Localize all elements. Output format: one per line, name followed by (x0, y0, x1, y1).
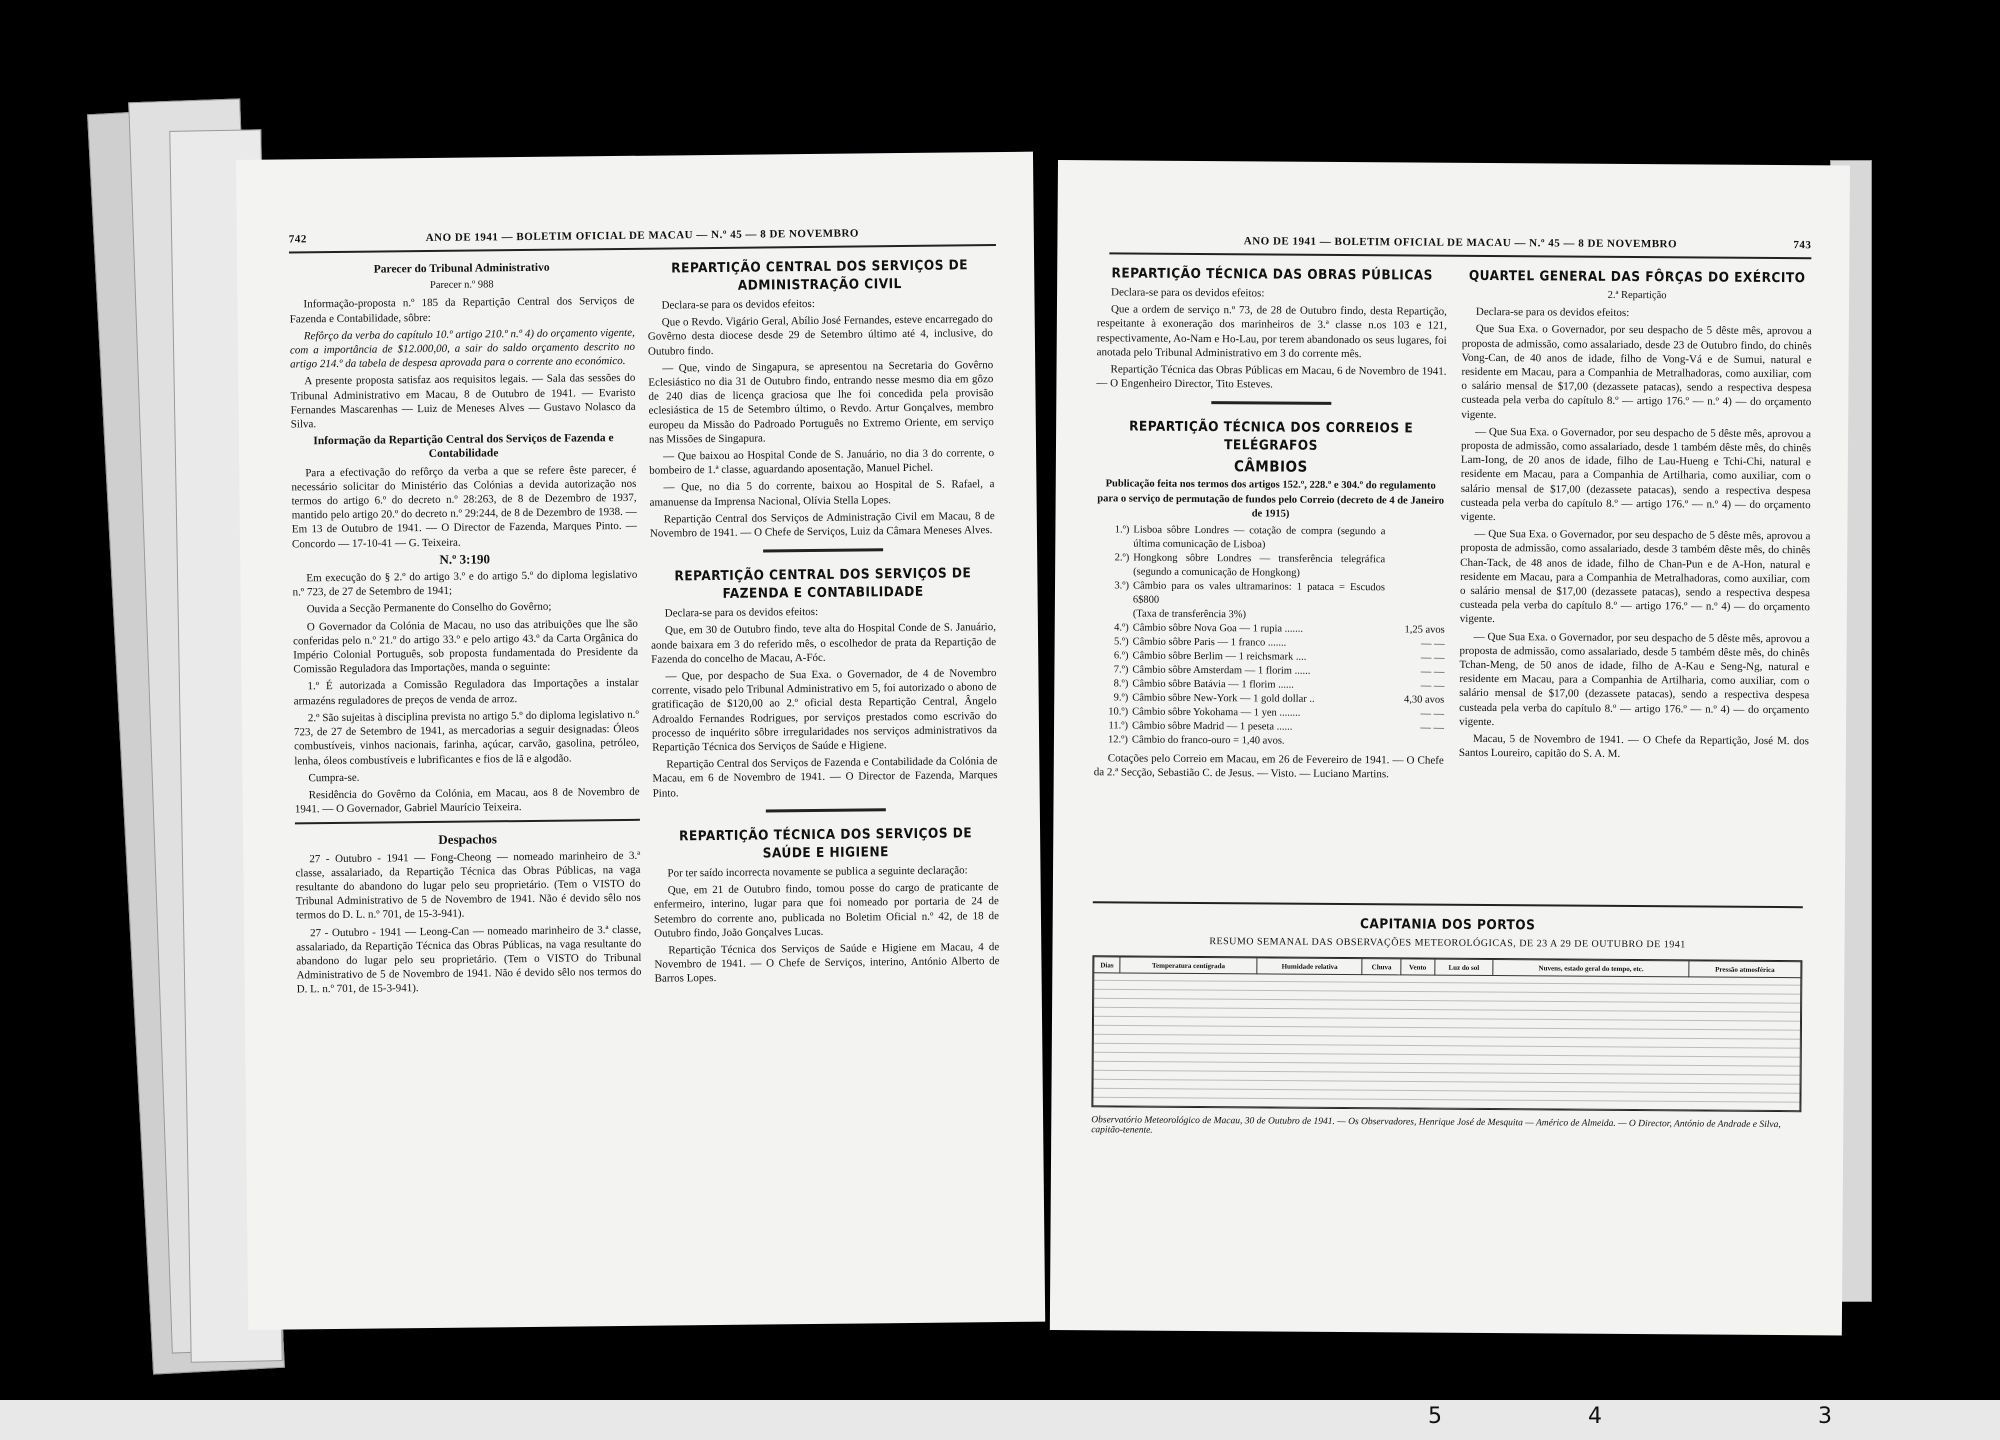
rate-value (1384, 735, 1444, 749)
rate-value (1385, 609, 1445, 623)
rate-text: Hongkong sôbre Londres — transferência telegráfica (segundo a comunicação de Hongkong) (1133, 552, 1386, 579)
paragraph: 2.º São sujeitas à disciplina prevista no artigo 5.º do diploma legislativo n.º 723, de 27 de Setembro de 1941, as mercadorias a seguir designadas: Óleos combustíveis, vinhos nacionais, farinha, açúcar, carvão, gasolina, petróleo, lenha, óleos combustíveis e lubrificantes e fios de lã e algodão. (293, 708, 640, 767)
paragraph: — Que Sua Exa. o Governador, por seu despacho de 5 dêste mês, aprovou a proposta de admissão, como assalariado, desde 5 também dêste mês, do chinês Tchan-Meng, de 50 anos de idade, filho de A-Kau e Seng-Ng, natural e residente em Macau, para a Companhia de Artilharia, como auxiliar, com o salário mensal de $17,00 (dezassete patacas), sendo a respectiva despesa custeada pela verba do capítulo 8.º — artigo 176.º — n.º 4) — do orçamento vigente. (1459, 630, 1810, 728)
paragraph: Para a efectivação do refôrço da verba a que se refere êste parecer, é necessário solicitar do Ministério das Colónias a devida autorização nos termos do artigo 6.º do decreto n.º 28:263, de 8 de Dezembro de 1937, mantido pelo artigo 20.º do decreto n.º 29:244, de 8 de Dezembro de 1938. — Em 13 de Outubro de 1941. — O Director de Fazenda, Marques Pinto. — Concordo — 17-10-41 — G. Teixeira. (291, 463, 637, 551)
rate-text: Câmbio sôbre Batávia — 1 florim ...... (1132, 678, 1294, 691)
section-title: REPARTIÇÃO TÉCNICA DAS OBRAS PÚBLICAS (1111, 265, 1433, 284)
paragraph: — Que, por despacho de Sua Exa. o Governador, de 4 de Novembro corrente, visado pelo Tribunal Administrativo em 5, foi autorizado o abono de gratificação de $120,00 ao 2.º oficial desta Repartição Central, Ângelo Adroaldo Fernandes Rodrigues, por serviços prestados como escrivão do processo de inquérito sôbre irregularidades nos serviços administrativos da Repartição Técnica dos Serviços de Saúde e Higiene. (651, 667, 998, 754)
rate-number: 6.º) (1113, 650, 1129, 662)
paragraph: Declara-se para os devidos efeitos: (1111, 286, 1265, 300)
rate-number: 5.º) (1113, 636, 1129, 648)
paragraph: 27 - Outubro - 1941 — Leong-Can — nomeado marinheiro de 3.ª classe, assalariado, da Repartição Técnica das Obras Públicas, na vaga resultante do abandono do lugar pelo seu proprietário. (Tem o VISTO do Tribunal Administrativo de 5 de Novembro de 1941. Não é devido sêlo nos termos do D. L. n.º 701, de 15-3-941). (296, 923, 642, 996)
page-header (1109, 232, 1811, 259)
rate-value: — — (1420, 652, 1445, 664)
rate-value: — — (1420, 666, 1445, 678)
paragraph: Que a ordem de serviço n.º 73, de 28 de Outubro findo, desta Repartição, respeitante à exoneração dos marinheiros de 3.ª classe n.os 103 e 121, respectivamente, Ao-Nam e Ho-Lau, por terem abandonado os seus lugares, foi anotada pelo Tribunal Administrativo em 3 do corrente mês. (1096, 303, 1447, 360)
paragraph: Informação-proposta n.º 185 da Repartição Central dos Serviços de Fazenda e Contabilidade, sôbre: (289, 295, 635, 326)
scale-mark: 4 (1588, 1404, 1602, 1429)
divider (763, 549, 883, 553)
rate-number: 8.º) (1113, 678, 1129, 690)
paragraph: Em execução do § 2.º do artigo 3.º e do artigo 5.º do diploma legislativo n.º 723, de 27 de Setembro de 1941; (292, 568, 638, 599)
rate-number: 4.º) (1114, 622, 1129, 634)
table-header-cell: Pressão atmosférica (1689, 961, 1801, 978)
scale-strip (0, 1400, 2000, 1440)
rate-row (1094, 733, 1444, 749)
paragraph: 27 - Outubro - 1941 — Fong-Cheong — nomeado marinheiro de 3.ª classe, assalariado, da Repartição Técnica das Obras Públicas, na vaga resultante do abandono do lugar pelo seu proprietário. (Tem o VISTO do Tribunal Administrativo de 5 de Novembro de 1941. Não é devido sêlo nos termos do D. L. n.º 701, de 15-3-941). (295, 849, 641, 922)
paragraph: Declara-se para os devidos efeitos: (664, 606, 819, 620)
divider (1093, 901, 1803, 908)
paragraph: Cumpra-se. (308, 771, 360, 784)
rate-value (1385, 553, 1445, 581)
paragraph: Publicação feita nos termos dos artigos 152.º, 228.º e 304.º do regulamento para o serviço de permutação de fundos pelo Correio (decreto de 4 de Janeiro de 1915) (1097, 478, 1445, 520)
divider (1211, 401, 1331, 405)
table-header-cell: Chuva (1362, 959, 1401, 976)
table-footer: Observatório Meteorológico de Macau, 30 de Outubro de 1941. — Os Observadores, Henrique José de Mesquita — Américo de Almeida. — O Director, António de Andrade e Silva, capitão-tenente. (1091, 1115, 1781, 1136)
rate-row (1095, 579, 1445, 609)
divider (295, 819, 640, 825)
rate-number: 3.º) (1114, 580, 1130, 592)
rate-text: Câmbio sôbre Madrid — 1 peseta ...... (1132, 720, 1293, 733)
left-page (236, 152, 1045, 1330)
rate-row (1095, 551, 1445, 581)
paragraph: — Que Sua Exa. o Governador, por seu despacho de 5 dêste mês, aprovou a proposta de admissão, como assalariado, desde 3 também dêste mês, do chinês Chan-Tack, de 48 anos de idade, filho de Chan-Pun e de A-Hon, natural e residente em Macau, para a Companhia de Metralhadoras, como auxiliar, com o salário mensal de $17,00 (dezassete patacas), sendo a respectiva despesa custeada pela verba do capítulo 8.º — artigo 176.º — n.º 4) — do orçamento vigente. (1459, 528, 1811, 626)
rate-number: 11.º) (1108, 720, 1129, 732)
scale-mark: 3 (1818, 1404, 1832, 1429)
rate-text: Lisboa sôbre Londres — cotação de compra (segundo a última comunicação de Lisboa) (1133, 524, 1386, 551)
weather-section (1092, 895, 1802, 957)
divider (765, 808, 885, 812)
rate-text: Câmbio do franco-ouro = 1,40 avos. (1131, 734, 1285, 747)
table-header-cell: Temperatura centígrada (1120, 957, 1257, 974)
rate-value: — — (1420, 638, 1445, 650)
paragraph: Ouvida a Secção Permanente do Conselho do Govêrno; (306, 601, 552, 616)
weather-table (1091, 955, 1802, 1112)
rate-value: — — (1420, 722, 1445, 734)
right-column-2 (1459, 267, 1812, 766)
exchange-rates-list (1094, 523, 1446, 749)
decree-number: N.º 3:190 (439, 551, 491, 567)
rate-value (1385, 581, 1445, 609)
section-title: REPARTIÇÃO CENTRAL DOS SERVIÇOS DE FAZENDA E CONTABILIDADE (674, 565, 972, 603)
rate-value: — — (1420, 708, 1445, 720)
paragraph: Que o Revdo. Vigário Geral, Abílio José Fernandes, esteve encarregado do Govêrno desta diocese desde 29 de Setembro último até 4, inclusive, do Outubro findo. (647, 313, 993, 358)
table-header-cell: Humidade relativa (1257, 958, 1363, 975)
page-header (289, 224, 996, 253)
paragraph: Que, em 30 de Outubro findo, teve alta do Hospital Conde de S. Januário, aonde baixara em 3 do referido mês, o escolhedor de prata da Repartição de Fazenda do concelho de Macau, A-Fóc. (651, 621, 997, 666)
section-title: QUARTEL GENERAL DAS FÔRÇAS DO EXÉRCITO (1468, 267, 1806, 287)
paragraph: — Que, vindo de Singapura, se apresentou na Secretaria do Govêrno Eclesiástico no dia 31 de Outubro findo, entrando nesse mesmo dia em gôzo de 240 dias de licença graciosa que lhe foi concedida pela provisão eclesiástica de 15 de Setembro último, o Revdo. Artur Gonçalves, membro europeu da Missão do Padroado Português no Extremo Oriente, em serviço nas Missões de Singapura. (648, 358, 994, 446)
rate-text: Câmbio sôbre Nova Goa — 1 rupia ....... (1132, 622, 1304, 635)
rate-text: Câmbio sôbre Amsterdam — 1 florim ...... (1132, 664, 1311, 677)
paragraph: O Governador da Colónia de Macau, no uso das atribuições que lhe são conferidas pelo n.º 21.º do artigo 33.º e pelo artigo 43.º da Carta Orgânica do Império Colonial Português, sob proposta fundamentada do Presidente da Comissão Reguladora das Importações, manda o seguinte: (292, 617, 639, 676)
rate-value: 4,30 avos (1403, 694, 1445, 706)
running-head: ANO DE 1941 — BOLETIM OFICIAL DE MACAU — N.º 45 — 8 DE NOVEMBRO (1243, 235, 1678, 251)
paragraph: — Que, no dia 5 do corrente, baixou ao Hospital de S. Rafael, a amanuense da Imprensa Nacional, Olívia Stella Lopes. (649, 478, 995, 509)
running-head: ANO DE 1941 — BOLETIM OFICIAL DE MACAU — N.º 45 — 8 DE NOVEMBRO (425, 227, 860, 245)
right-page (1050, 160, 1850, 1336)
rate-value (1385, 525, 1445, 553)
section-title: REPARTIÇÃO TÉCNICA DOS SERVIÇOS DE SAÚDE E HIGIENE (678, 825, 973, 862)
paragraph: Macau, 5 de Novembro de 1941. — O Chefe da Repartição, José M. dos Santos Loureiro, capitão do S. A. M. (1458, 733, 1810, 761)
table-body (1093, 973, 1801, 1111)
section-title: CAPITANIA DOS PORTOS (1359, 916, 1536, 934)
page-number: 743 (1793, 239, 1812, 252)
table-header-cell: Luz do sol (1435, 959, 1494, 976)
paragraph: Declara-se para os devidos efeitos: (1475, 306, 1630, 320)
rate-number: 12.º) (1108, 734, 1128, 746)
rate-row (1095, 523, 1445, 553)
rate-text: Câmbio sôbre Paris — 1 franco ....... (1132, 636, 1287, 649)
paragraph: Repartição Técnica das Obras Públicas em Macau, 6 de Novembro de 1941. — O Engenheiro Director, Tito Esteves. (1096, 363, 1447, 391)
rate-text: Câmbio para os vales ultramarinos: 1 pataca = Escudos 6$800 (1132, 580, 1386, 606)
table-header-cell: Dias (1094, 957, 1120, 974)
paragraph: Declara-se para os devidos efeitos: (661, 297, 815, 312)
left-column-1 (289, 260, 642, 1000)
scale-mark: 5 (1428, 1404, 1442, 1429)
rate-text: Câmbio sôbre Berlim — 1 reichsmark .... (1132, 650, 1307, 663)
rate-number: 10.º) (1108, 706, 1129, 718)
paragraph: Por ter saído incorrecta novamente se publica a seguinte declaração: (667, 864, 968, 880)
paragraph: Refôrço da verba do capítulo 10.º artigo 210.º n.º 4) do orçamento vigente, com a importância de $12.000,00, a sair do saldo orçamento descrito no artigo 214.º da tabela de despesa aprovada para o corrente ano económico. (289, 326, 636, 371)
table-header-cell: Nuvens, estado geral do tempo, etc. (1493, 960, 1689, 978)
section-subtitle: 2.ª Repartição (1607, 289, 1667, 302)
paragraph: Residência do Govêrno da Colónia, em Macau, aos 8 de Novembro de 1941. — O Governador, Gabriel Maurício Teixeira. (294, 785, 640, 816)
rate-value: 1,25 avos (1404, 624, 1445, 636)
rate-text: (Taxa de transferência 3%) (1132, 608, 1247, 621)
section-subtitle: CÂMBIOS (1233, 457, 1308, 477)
paragraph: Repartição Central dos Serviços de Administração Civil em Macau, 8 de Novembro de 1941. — O Chefe de Serviços, Luiz da Câmara Meneses Alves. (649, 509, 995, 540)
section-title: REPARTIÇÃO CENTRAL DOS SERVIÇOS DE ADMINISTRAÇÃO CIVIL (671, 257, 969, 294)
section-title: Despachos (438, 831, 497, 848)
rate-number: 9.º) (1113, 692, 1129, 704)
table-header-cell: Vento (1401, 959, 1435, 976)
paragraph: — Que baixou ao Hospital Conde de S. Januário, no dia 3 do corrente, o bombeiro de 1.ª classe, aguardando aposentação, Manuel Pichel. (649, 447, 995, 477)
section-title: Parecer do Tribunal Administrativo (373, 261, 550, 276)
paragraph: 1.º É autorizada a Comissão Reguladora das Importações a instalar armazéns reguladores de preços de venda de arroz. (293, 677, 639, 708)
rate-number (1095, 607, 1133, 621)
paragraph: A presente proposta satisfaz aos requisitos legais. — Sala das sessões do Tribunal Administrativo em Macau, 8 de Outubro de 1941. — Evaristo Fernandes Mascarenhas — Luiz de Meneses Alves — Gustavo Nolasco da Silva. (290, 372, 636, 431)
paragraph: Que, em 21 de Outubro findo, tomou posse do cargo de praticante de enfermeiro, interino, lugar para que foi nomeado por portaria de 24 de Setembro do corrente ano, publicada no Boletim Oficial n.º 42, de 18 de Outubro findo, João Gonçalves Lucas. (653, 881, 1000, 940)
section-title: Informação da Repartição Central dos Serviços de Fazenda e Contabilidade (313, 432, 614, 461)
table-caption: RESUMO SEMANAL DAS OBSERVAÇÕES METEOROLÓGICAS, DE 23 A 29 DE OUTUBRO DE 1941 (1209, 936, 1686, 951)
section-title: REPARTIÇÃO TÉCNICA DOS CORREIOS E TELÉGRAFOS (1129, 418, 1414, 455)
rate-number: 1.º) (1114, 524, 1130, 536)
rate-number: 7.º) (1113, 664, 1129, 676)
paragraph: Repartição Central dos Serviços de Fazenda e Contabilidade da Colónia de Macau, em 6 de Novembro de 1941. — O Director de Fazenda, Marques Pinto. (652, 755, 998, 800)
right-column-1 (1094, 264, 1448, 785)
rate-text: Câmbio sôbre New-York — 1 gold dollar .. (1132, 692, 1315, 705)
paragraph: — Que Sua Exa. o Governador, por seu despacho de 5 dêste mês, aprovou a proposta de admissão, como assalariado, desde 1 também dêste mês, do chinês Lam-Iong, de 20 anos de idade, filho de Lau-Hueng e Tchi-Chi, natural e residente em Macau, para a Companhia de Artilharia, como auxiliar, com o salário mensal de $17,00 (dezassete patacas), sendo a respectiva despesa custeada pela verba do capítulo 8.º — artigo 176.º — n.º 4) — do orçamento vigente. (1460, 425, 1812, 524)
left-column-2 (647, 256, 1000, 989)
paragraph: Repartição Técnica dos Serviços de Saúde e Higiene em Macau, 4 de Novembro de 1941. — O Chefe de Serviços, interino, António Alberto de Barros Lopes. (654, 940, 1000, 985)
paragraph: Cotações pelo Correio em Macau, em 26 de Fevereiro de 1941. — O Chefe da 2.ª Secção, Sebastião C. de Jesus. — Visto. — Luciano Martins. (1093, 752, 1444, 781)
rate-text: Câmbio sôbre Yokohama — 1 yen ........ (1132, 706, 1301, 719)
paragraph: Que Sua Exa. o Governador, por seu despacho de 5 dêste mês, aprovou a proposta de admissão, como assalariado, desde 23 de Outubro findo, do chinês Vong-Can, de 40 anos de idade, filho de Vong-Vá e de Sumui, natural e residente em Macau, para a Companhia de Metralhadoras, como auxiliar, com o salário mensal de $17,00 (dezassete patacas), sendo a respectiva despesa custeada pela verba do capítulo 8.º — artigo 176.º — n.º 4) — do orçamento vigente. (1461, 323, 1812, 421)
section-subtitle: Parecer n.º 988 (429, 279, 494, 292)
page-number: 742 (288, 233, 307, 246)
rate-number: 2.º) (1114, 552, 1130, 564)
rate-value: — — (1420, 680, 1445, 692)
